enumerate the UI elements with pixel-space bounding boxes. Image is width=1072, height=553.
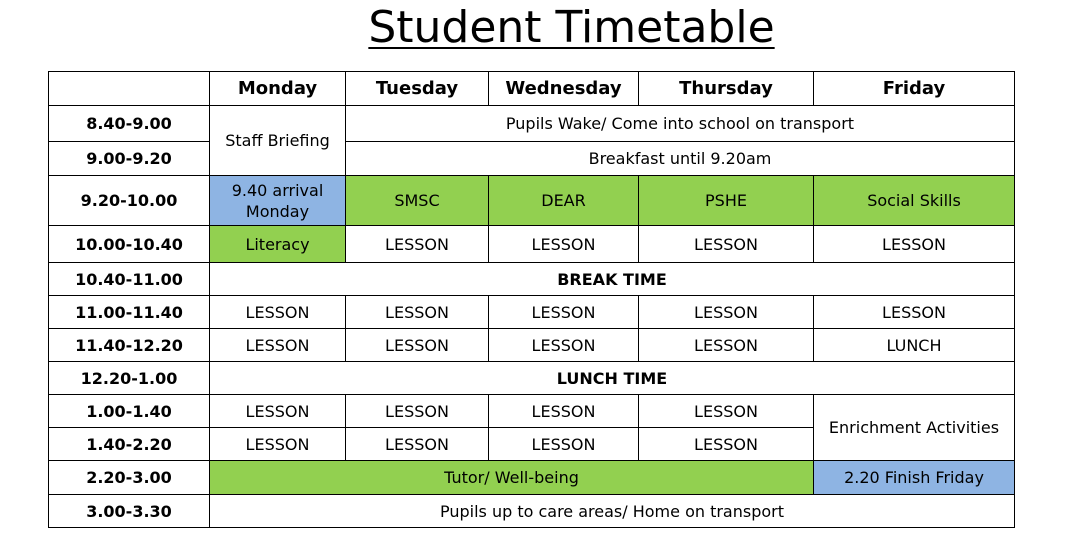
lesson-cell: LESSON [346, 395, 489, 428]
table-row [49, 296, 1015, 329]
staff-briefing-cell: Staff Briefing [210, 106, 346, 176]
breakfast-cell: Breakfast until 9.20am [346, 142, 1015, 176]
time-slot: 11.40-12.20 [49, 329, 210, 362]
day-header-monday: Monday [210, 72, 346, 106]
table-row [49, 495, 1015, 528]
pupils-wake-cell: Pupils Wake/ Come into school on transport [346, 106, 1015, 142]
time-slot: 3.00-3.30 [49, 495, 210, 528]
arrival-line-2: Monday [245, 201, 310, 221]
lesson-cell: LESSON [639, 226, 814, 263]
lesson-cell: LESSON [210, 329, 346, 362]
time-slot: 2.20-3.00 [49, 461, 210, 495]
corner-cell [49, 72, 210, 106]
lesson-cell: LESSON [639, 395, 814, 428]
lesson-cell: LESSON [346, 428, 489, 461]
table-row [49, 176, 1015, 226]
table-row [49, 142, 1015, 176]
timetable [48, 71, 1015, 528]
lesson-cell: LESSON [814, 226, 1015, 263]
time-slot: 1.00-1.40 [49, 395, 210, 428]
time-slot: 8.40-9.00 [49, 106, 210, 142]
table-row [49, 263, 1015, 296]
lunch-time-cell: LUNCH TIME [210, 362, 1015, 395]
tutor-wellbeing-cell: Tutor/ Well-being [210, 461, 814, 495]
social-skills-cell: Social Skills [814, 176, 1015, 226]
lesson-cell: LESSON [489, 226, 639, 263]
header-row [49, 72, 1015, 106]
table-row [49, 106, 1015, 142]
monday-arrival-cell [210, 176, 346, 226]
lesson-cell: LESSON [814, 296, 1015, 329]
day-header-friday: Friday [814, 72, 1015, 106]
lesson-cell: LESSON [346, 329, 489, 362]
day-header-tuesday: Tuesday [346, 72, 489, 106]
lunch-cell: LUNCH [814, 329, 1015, 362]
time-slot: 10.40-11.00 [49, 263, 210, 296]
day-header-thursday: Thursday [639, 72, 814, 106]
home-transport-cell: Pupils up to care areas/ Home on transport [210, 495, 1015, 528]
time-slot: 12.20-1.00 [49, 362, 210, 395]
lesson-cell: LESSON [210, 428, 346, 461]
break-time-cell: BREAK TIME [210, 263, 1015, 296]
page-title: Student Timetable [368, 2, 775, 53]
table-row [49, 362, 1015, 395]
time-slot: 9.00-9.20 [49, 142, 210, 176]
lesson-cell: LESSON [346, 226, 489, 263]
table-row [49, 395, 1015, 428]
lesson-cell: LESSON [489, 428, 639, 461]
table-row [49, 461, 1015, 495]
time-slot: 11.00-11.40 [49, 296, 210, 329]
enrichment-cell: Enrichment Activities [814, 395, 1015, 461]
lesson-cell: LESSON [639, 428, 814, 461]
smsc-cell: SMSC [346, 176, 489, 226]
lesson-cell: LESSON [346, 296, 489, 329]
time-slot: 9.20-10.00 [49, 176, 210, 226]
pshe-cell: PSHE [639, 176, 814, 226]
finish-friday-cell: 2.20 Finish Friday [814, 461, 1015, 495]
lesson-cell: LESSON [489, 296, 639, 329]
table-row [49, 329, 1015, 362]
time-slot: 1.40-2.20 [49, 428, 210, 461]
table-row [49, 226, 1015, 263]
day-header-wednesday: Wednesday [489, 72, 639, 106]
lesson-cell: LESSON [639, 329, 814, 362]
lesson-cell: LESSON [639, 296, 814, 329]
dear-cell: DEAR [489, 176, 639, 226]
lesson-cell: LESSON [210, 395, 346, 428]
literacy-cell: Literacy [210, 226, 346, 263]
lesson-cell: LESSON [489, 329, 639, 362]
arrival-line-1: 9.40 arrival [231, 180, 324, 200]
lesson-cell: LESSON [210, 296, 346, 329]
time-slot: 10.00-10.40 [49, 226, 210, 263]
lesson-cell: LESSON [489, 395, 639, 428]
